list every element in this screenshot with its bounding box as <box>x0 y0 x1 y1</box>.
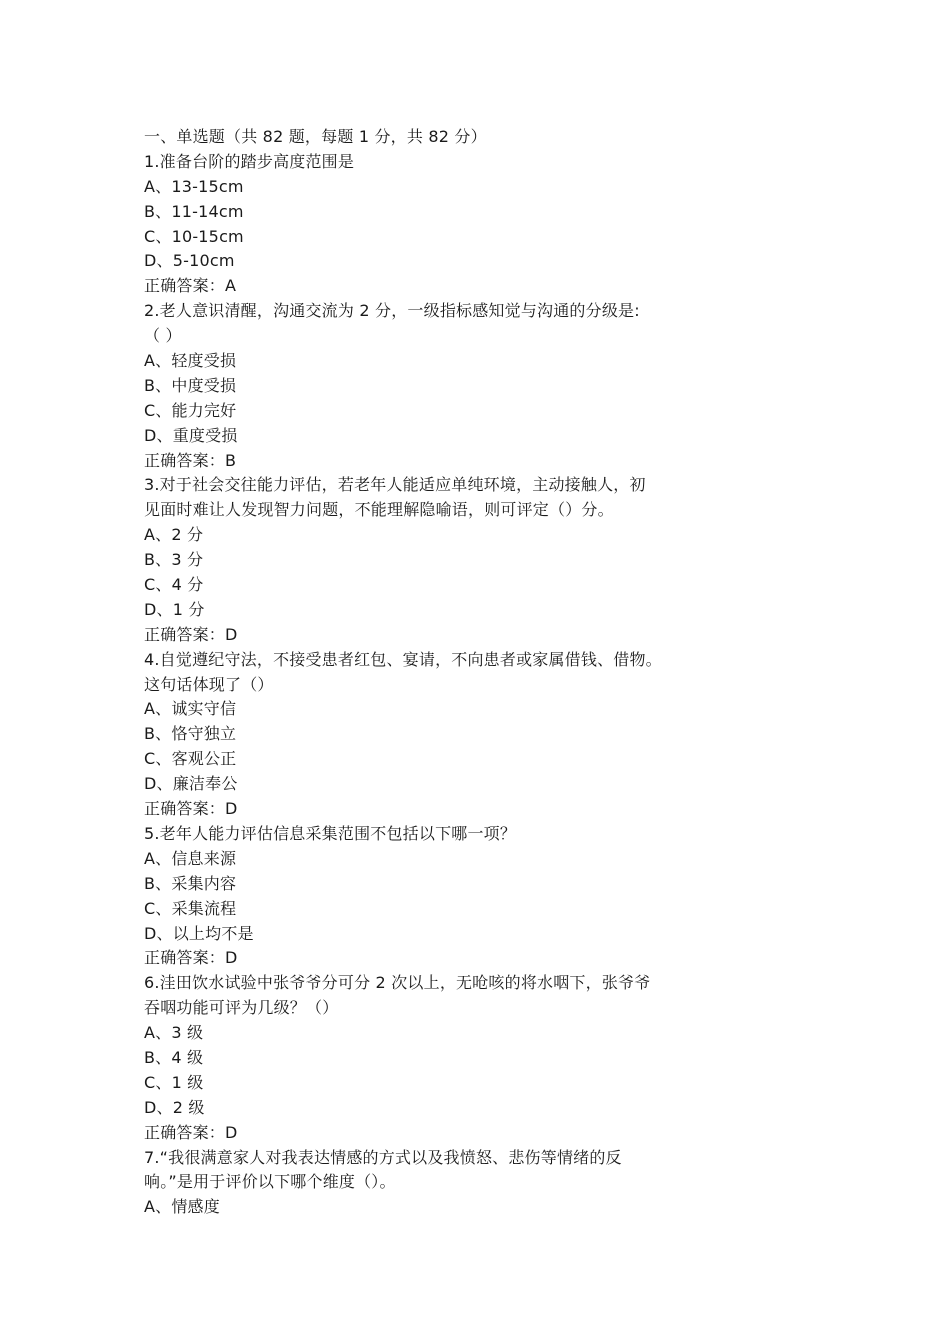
correct-answer: 正确答案：D <box>144 624 238 644</box>
question-stem-line: 见面时难让人发现智力问题，不能理解隐喻语，则可评定（）分。 <box>144 500 614 520</box>
answer-option: C、1 级 <box>144 1072 204 1092</box>
answer-option: A、2 分 <box>144 525 204 545</box>
answer-option: B、11-14cm <box>144 201 244 221</box>
answer-option: D、1 分 <box>144 599 205 619</box>
answer-option: D、2 级 <box>144 1097 205 1117</box>
correct-answer: 正确答案：B <box>144 450 237 470</box>
answer-option: D、廉洁奉公 <box>144 774 238 794</box>
answer-option: B、恪守独立 <box>144 724 237 744</box>
answer-option: B、采集内容 <box>144 873 237 893</box>
answer-option: A、信息来源 <box>144 848 237 868</box>
question-stem-line: 这句话体现了（） <box>144 674 274 694</box>
question-7 <box>144 1146 704 1221</box>
question-6 <box>144 971 704 1145</box>
question-1 <box>144 150 704 299</box>
answer-option: A、情感度 <box>144 1197 220 1217</box>
question-stem-line: 4.自觉遵纪守法，不接受患者红包、宴请，不向患者或家属借钱、借物。 <box>144 649 662 669</box>
question-2 <box>144 299 704 473</box>
question-stem-line: 1.准备台阶的踏步高度范围是 <box>144 151 355 171</box>
correct-answer: 正确答案：A <box>144 276 237 296</box>
question-stem-line: 6.洼田饮水试验中张爷爷分可分 2 次以上，无呛咳的将水咽下，张爷爷 <box>144 973 651 993</box>
question-stem-line: 2.老人意识清醒，沟通交流为 2 分，一级指标感知觉与沟通的分级是: <box>144 301 640 321</box>
question-stem-line: （ ） <box>144 326 182 346</box>
answer-option: D、以上均不是 <box>144 923 254 943</box>
question-stem-line: 7.“我很满意家人对我表达情感的方式以及我愤怒、悲伤等情绪的反 <box>144 1147 622 1167</box>
question-4 <box>144 648 704 822</box>
question-stem-line: 3.对于社会交往能力评估，若老年人能适应单纯环境，主动接触人，初 <box>144 475 646 495</box>
answer-option: C、10-15cm <box>144 226 244 246</box>
question-3 <box>144 473 704 647</box>
answer-option: A、13-15cm <box>144 176 244 196</box>
answer-option: C、能力完好 <box>144 400 237 420</box>
section-header: 一、单选题（共 82 题，每题 1 分，共 82 分） <box>144 127 487 146</box>
answer-option: C、采集流程 <box>144 898 237 918</box>
answer-option: B、4 级 <box>144 1047 204 1067</box>
question-stem-line: 吞咽功能可评为几级？（） <box>144 998 339 1018</box>
document-content <box>144 125 704 1220</box>
answer-option: C、4 分 <box>144 575 204 595</box>
correct-answer: 正确答案：D <box>144 799 238 819</box>
answer-option: C、客观公正 <box>144 749 237 769</box>
correct-answer: 正确答案：D <box>144 1122 238 1142</box>
question-stem-line: 5.老年人能力评估信息采集范围不包括以下哪一项？ <box>144 823 517 843</box>
answer-option: D、5-10cm <box>144 251 235 271</box>
question-list <box>144 150 704 1220</box>
question-5 <box>144 822 704 971</box>
answer-option: A、轻度受损 <box>144 351 237 371</box>
answer-option: A、诚实守信 <box>144 699 237 719</box>
answer-option: D、重度受损 <box>144 425 238 445</box>
answer-option: A、3 级 <box>144 1023 204 1043</box>
answer-option: B、3 分 <box>144 550 204 570</box>
answer-option: B、中度受损 <box>144 375 237 395</box>
correct-answer: 正确答案：D <box>144 948 238 968</box>
question-stem-line: 响。”是用于评价以下哪个维度（）。 <box>144 1172 396 1192</box>
